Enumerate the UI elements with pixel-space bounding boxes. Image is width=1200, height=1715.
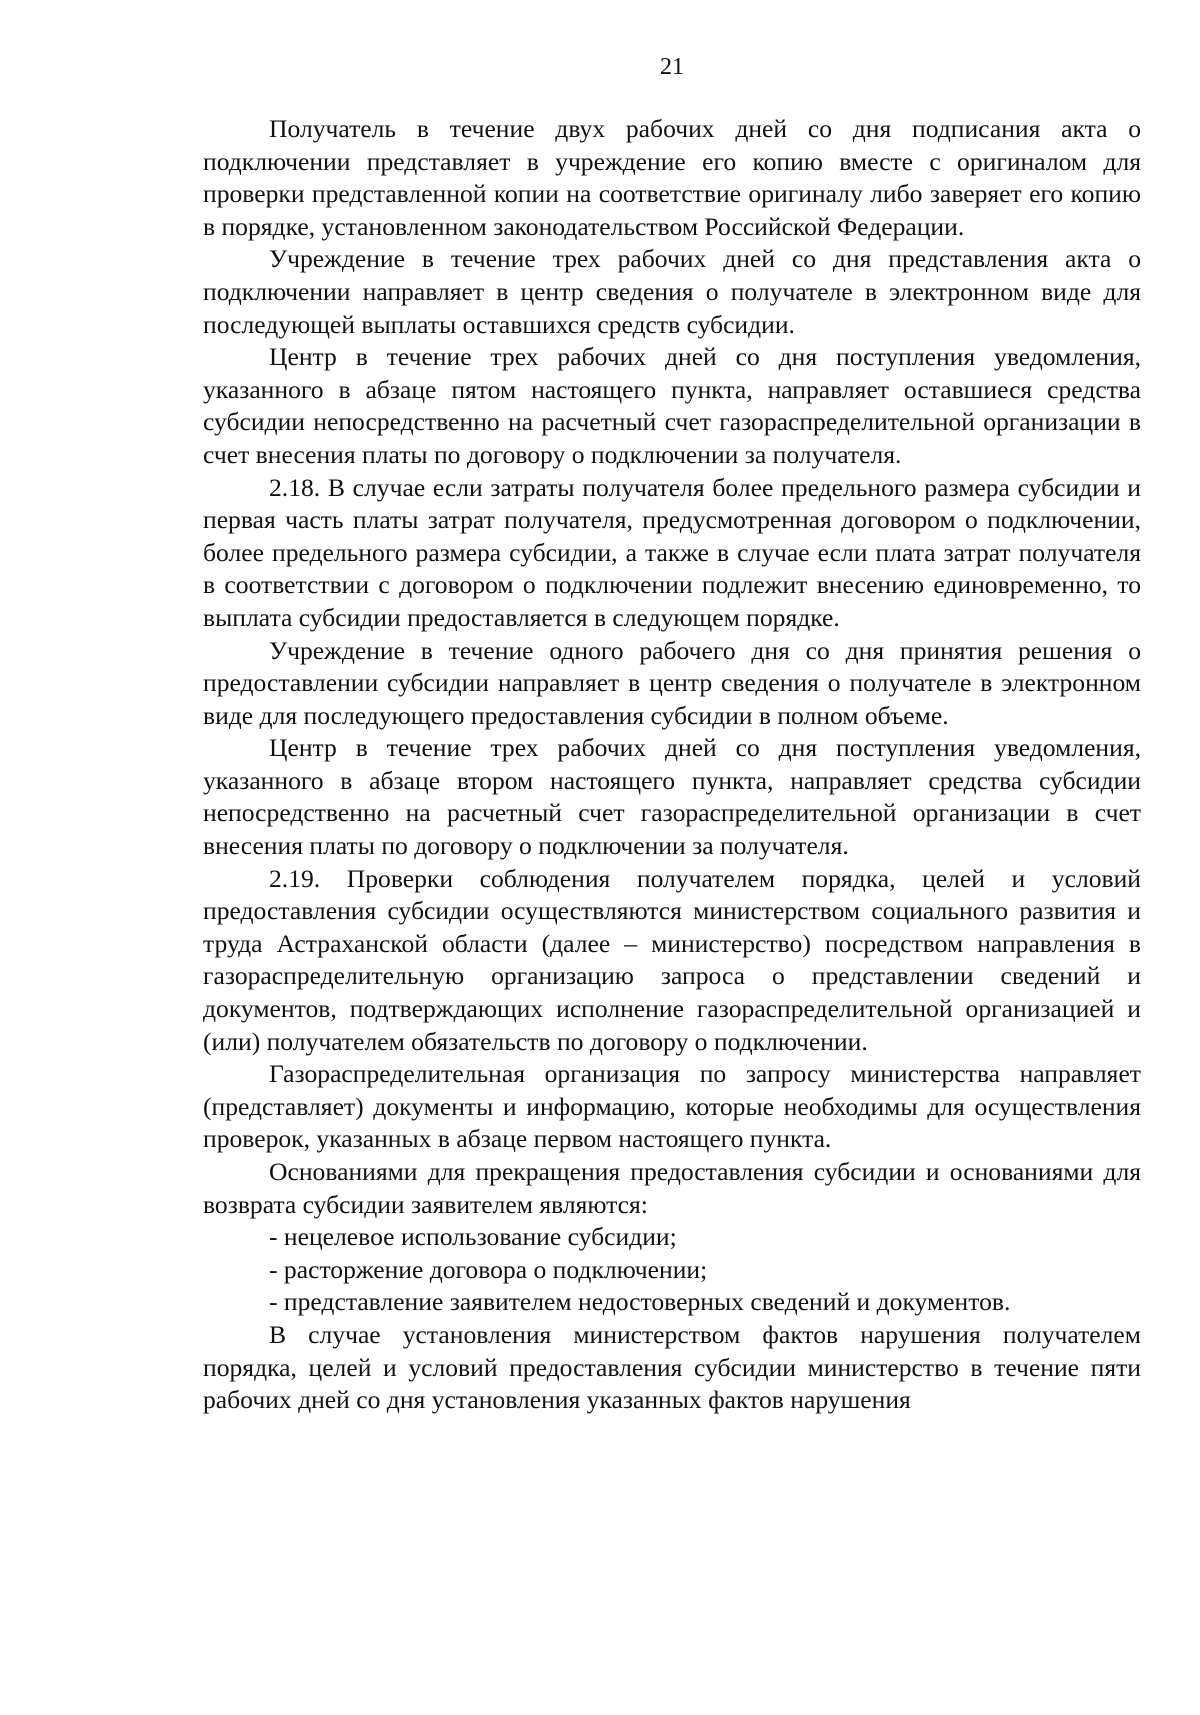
list-item-1: - нецелевое использование субсидии;: [269, 1222, 677, 1252]
list-item-2: - расторжение договора о подключении;: [269, 1254, 708, 1284]
paragraph-2-19: 2.19. Проверки соблюдения получателем порядка, целей и условий предоставления субсидии осуществляются министерством социального развития и труда Астраханской области (далее – министерство) посредством направления в газораспределительную организацию запроса о представлении сведений и документов, подтверждающих исполнение газораспределительной организацией и (или) получателем обязательств по договору о подключении.: [203, 863, 1141, 1056]
paragraph-1: Получатель в течение двух рабочих дней со дня подписания акта о подключении представляет в учреждение его копию вместе с оригиналом для проверки представленной копии на соответствие оригиналу либо заверяет его копию в порядке, установленном законодательством Российской Федерации.: [203, 114, 1141, 241]
paragraph-6: Центр в течение трех рабочих дней со дня поступления уведомления, указанного в абзаце втором настоящего пункта, направляет средства субсидии непосредственно на расчетный счет газораспределительной организации в счет внесения платы по договору о подключении за получателя.: [203, 733, 1141, 861]
paragraph-9: Основаниями для прекращения предоставления субсидии и основаниями для возврата субсидии заявителем являются:: [203, 1157, 1141, 1219]
final-paragraph: В случае установления министерством фактов нарушения получателем порядка, целей и условий предоставления субсидии министерство в течение пяти рабочих дней со дня установления указанных фактов нарушения: [203, 1319, 1141, 1415]
paragraph-8: Газораспределительная организация по запросу министерства направляет (представляет) документы и информацию, которые необходимы для осуществления проверок, указанных в абзаце первом настоящего пункта.: [203, 1059, 1141, 1154]
paragraph-5: Учреждение в течение одного рабочего дня со дня принятия решения о предоставлении субсидии направляет в центр сведения о получателе в электронном виде для последующего предоставления субсидии в полном объеме.: [203, 635, 1141, 730]
paragraph-2-18: 2.18. В случае если затраты получателя более предельного размера субсидии и первая часть платы затрат получателя, предусмотренная договором о подключении, более предельного размера субсидии, а также в случае если плата затрат получателя в соответствии с договором о подключении подлежит внесению единовременно, то выплата субсидии предоставляется в следующем порядке.: [203, 472, 1141, 632]
document-body: [203, 113, 1141, 1417]
page-number: 21: [660, 54, 684, 80]
paragraph-3: Центр в течение трех рабочих дней со дня поступления уведомления, указанного в абзаце пятом настоящего пункта, направляет оставшиеся средства субсидии непосредственно на расчетный счет газораспределительной организации в счет внесения платы по договору о подключении за получателя.: [203, 342, 1141, 469]
paragraph-2: Учреждение в течение трех рабочих дней со дня представления акта о подключении направляет в центр сведения о получателе в электронном виде для последующей выплаты оставшихся средств субсидии.: [203, 244, 1141, 339]
list-item-3: - представление заявителем недостоверных сведений и документов.: [269, 1287, 1011, 1317]
